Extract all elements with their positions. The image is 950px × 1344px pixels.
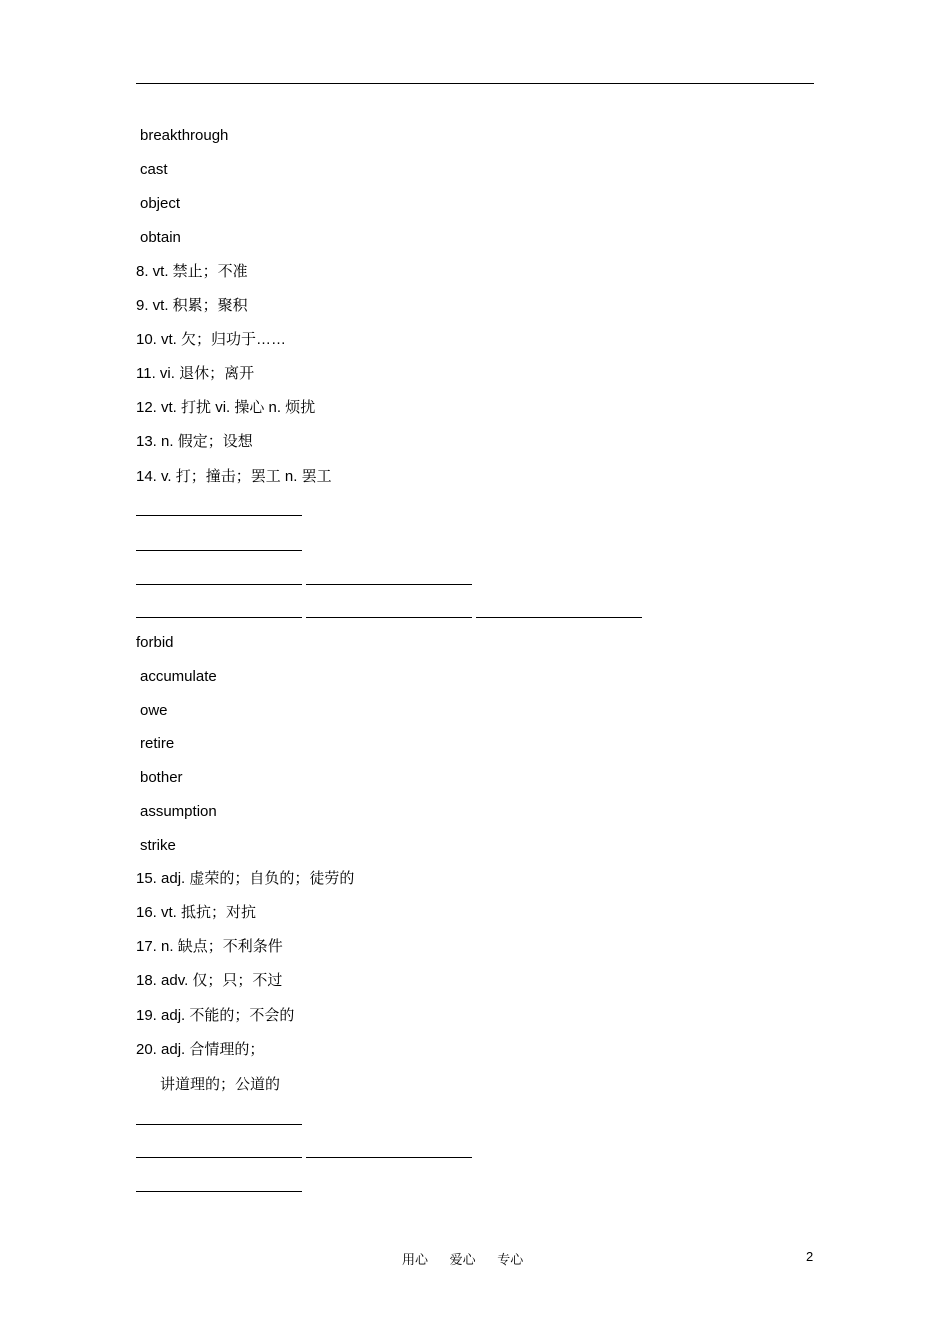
- answer-blank-row: [136, 1124, 302, 1126]
- list-item: bother: [140, 769, 183, 786]
- list-item: 20. adj. 合情理的；: [136, 1041, 265, 1058]
- footer-motto-word: 用心: [402, 1252, 429, 1267]
- list-item: 8. vt. 禁止；不准: [136, 263, 248, 280]
- list-item: breakthrough: [140, 127, 229, 144]
- list-item: 18. adv. 仅；只；不过: [136, 972, 283, 989]
- list-item: 11. vi. 退休；离开: [136, 365, 255, 382]
- list-item: accumulate: [140, 668, 217, 685]
- answer-blank: [136, 617, 302, 618]
- list-item: 19. adj. 不能的；不会的: [136, 1007, 295, 1024]
- list-item: 16. vt. 抵抗；对抗: [136, 904, 257, 921]
- answer-blank: [306, 1157, 472, 1158]
- list-item: obtain: [140, 229, 181, 246]
- answer-blank: [136, 550, 302, 551]
- list-item: object: [140, 195, 181, 212]
- list-item: forbid: [136, 634, 174, 651]
- answer-blank: [476, 617, 642, 618]
- answer-blank: [306, 617, 472, 618]
- list-item: retire: [140, 735, 175, 752]
- page-number: 2: [806, 1249, 814, 1264]
- footer-motto: [402, 1249, 541, 1268]
- answer-blank-row: [136, 584, 472, 586]
- answer-blank: [136, 515, 302, 516]
- header-rule: [136, 83, 814, 84]
- answer-blank: [136, 584, 302, 585]
- answer-blank: [136, 1157, 302, 1158]
- footer-motto-word: 专心: [497, 1252, 524, 1267]
- answer-blank-row: [136, 1191, 302, 1193]
- list-item: cast: [140, 161, 168, 178]
- answer-blank-row: [136, 550, 302, 552]
- answer-blank-row: [136, 1157, 472, 1159]
- list-item: owe: [140, 702, 168, 719]
- list-item: 10. vt. 欠；归功于……: [136, 331, 287, 348]
- list-item: 12. vt. 打扰 vi. 操心 n. 烦扰: [136, 399, 316, 416]
- list-item: 14. v. 打；撞击；罢工 n. 罢工: [136, 468, 332, 485]
- answer-blank: [136, 1191, 302, 1192]
- list-item: strike: [140, 837, 176, 854]
- answer-blank-row: [136, 515, 302, 517]
- list-item: 13. n. 假定；设想: [136, 433, 253, 450]
- list-item: 17. n. 缺点；不利条件: [136, 938, 283, 955]
- answer-blank-row: [136, 617, 642, 619]
- footer-motto-word: 爱心: [449, 1252, 476, 1267]
- list-item: 15. adj. 虚荣的；自负的；徒劳的: [136, 870, 355, 887]
- answer-blank: [306, 584, 472, 585]
- list-item: 讲道理的；公道的: [160, 1076, 281, 1093]
- list-item: assumption: [140, 803, 217, 820]
- answer-blank: [136, 1124, 302, 1125]
- list-item: 9. vt. 积累；聚积: [136, 297, 248, 314]
